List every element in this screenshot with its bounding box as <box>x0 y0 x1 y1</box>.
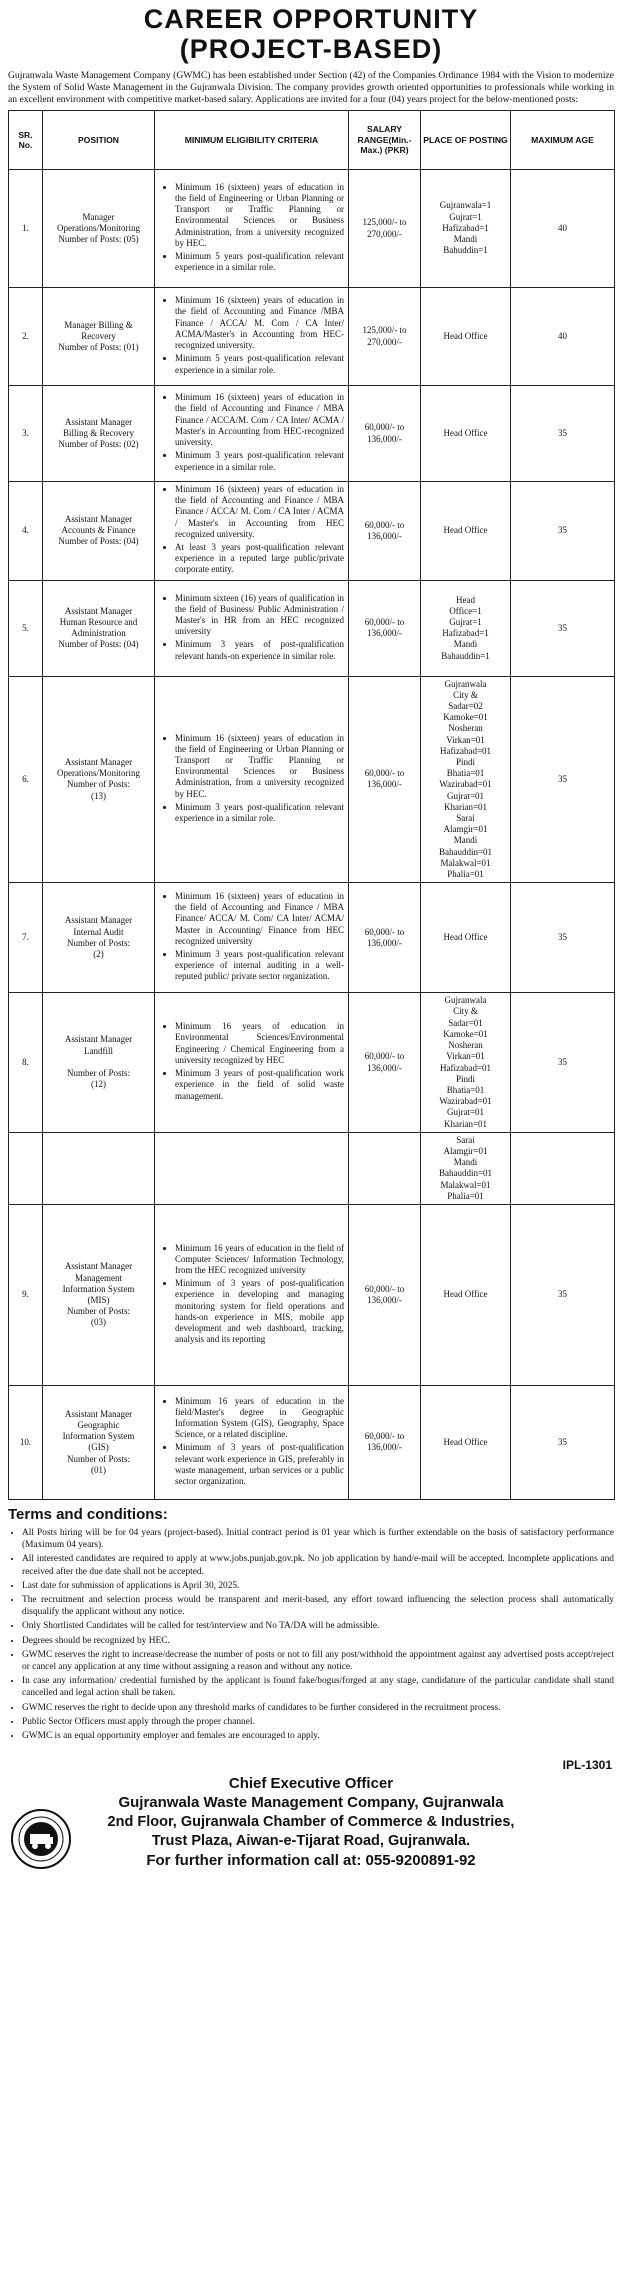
place-line: Kharian=01 <box>443 1118 488 1129</box>
terms-item: • In case any information/ credential furnished by the applicant is found fake/bogus/forged at any stage, candidature of the particular candidate shall stand cancelled and legal action shall be taken. <box>22 1675 614 1699</box>
position-line: Assistant Manager <box>64 757 133 768</box>
cell-age: 35 <box>511 1385 615 1499</box>
place-line: Kamoke=01 <box>443 712 488 723</box>
place-line: Pindi <box>455 757 475 768</box>
table-row <box>9 386 615 482</box>
table-body <box>9 170 615 1500</box>
cell-place <box>421 1385 511 1499</box>
table-row <box>9 580 615 676</box>
cell-age: 35 <box>511 580 615 676</box>
place-line: Wazirabad=01 <box>439 1096 492 1107</box>
table-row <box>9 1204 615 1385</box>
cell-sr: 6. <box>9 676 43 883</box>
cell-sr: 4. <box>9 482 43 581</box>
cell-place <box>421 676 511 883</box>
place-line: Head <box>456 594 475 605</box>
salary-line: 136,000/- <box>367 530 402 541</box>
place-line: Alamgir=01 <box>443 1145 488 1156</box>
position-line: Number of Posts: (05) <box>58 234 139 245</box>
table-row <box>9 883 615 993</box>
position-line: Billing & Recovery <box>63 427 134 438</box>
terms-item: • GWMC reserves the right to decide upon any threshold marks of candidates to be further considered in the recruitment process. <box>22 1702 614 1714</box>
cell-position <box>43 676 155 883</box>
criteria-list <box>157 1243 344 1346</box>
position-line: (GIS) <box>88 1442 109 1453</box>
place-line: Gujranwala=1 <box>439 200 492 211</box>
position-line: Number of Posts: <box>67 1306 130 1317</box>
place-line: Gujranwala <box>444 995 487 1006</box>
place-line: Head Office <box>443 1436 488 1447</box>
cell-position <box>43 288 155 386</box>
terms-item: • All interested candidates are required to apply at www.jobs.punjab.gov.pk. No job application by hand/e-mail will be accepted. Incomplete applications and received after the due date shall not be accepted. <box>22 1553 614 1577</box>
place-line: Malakwal=01 <box>440 857 491 868</box>
position-line: Assistant Manager <box>64 605 133 616</box>
cell-place <box>421 288 511 386</box>
place-line: Malakwal=01 <box>440 1179 491 1190</box>
criteria-item: • Minimum 16 years of education in Environmental Sciences/Environmental Engineering / Chemical Engineering from a university recognized by HEC <box>175 1021 344 1066</box>
cell-salary <box>349 883 421 993</box>
place-line: Bahauddin=01 <box>438 1168 493 1179</box>
terms-title: Terms and conditions: <box>8 1505 168 1523</box>
place-line: Gujranwala <box>444 678 487 689</box>
cell-age: 40 <box>511 170 615 288</box>
header-place: PLACE OF POSTING <box>421 111 511 170</box>
cell-position <box>43 883 155 993</box>
place-line: Nosheran <box>448 1040 483 1051</box>
company-seal-icon <box>10 1808 72 1870</box>
cell-position <box>43 993 155 1132</box>
criteria-list <box>157 733 344 825</box>
position-line: Accounts & Finance <box>61 525 136 536</box>
footer <box>8 1758 614 1909</box>
place-line: Sadar=02 <box>448 701 483 712</box>
salary-line: 60,000/- to <box>364 422 405 433</box>
criteria-item: • Minimum of 3 years of post-qualification experience in developing and managing monitoring system for field operations and hands-on experience in MIS, mobile app development and web dashboard, tracking, analysis and its reporting <box>175 1278 344 1345</box>
place-line: Gujrat=01 <box>446 790 485 801</box>
cell-sr: 10. <box>9 1385 43 1499</box>
place-line: Wazirabad=01 <box>439 779 492 790</box>
criteria-list <box>157 392 344 472</box>
salary-line: 270,000/- <box>367 336 402 347</box>
salary-line: 60,000/- to <box>364 1051 405 1062</box>
position-line: Number of Posts: <box>67 1453 130 1464</box>
cell-position <box>43 1132 155 1204</box>
table-row <box>9 1385 615 1499</box>
place-line: Mandi <box>453 234 478 245</box>
cell-criteria <box>155 386 349 482</box>
header-sr: SR. No. <box>9 111 43 170</box>
cell-position <box>43 386 155 482</box>
terms-item: • Degrees should be recognized by HEC. <box>22 1635 614 1647</box>
intro-paragraph: Gujranwala Waste Management Company (GWMC) has been established under Section (42) of the Companies Ordinance 1984 with the Vision to modernize the System of Solid Waste Management in the Gujranwala Division. The company provides growth oriented opportunities to professionals while working in an excellent environment with competitive market-based salary. Applications are invited for a four (04) years project for the below-mentioned posts: <box>8 70 614 105</box>
salary-line: 60,000/- to <box>364 768 405 779</box>
cell-criteria <box>155 580 349 676</box>
place-line: Bahauddin=01 <box>438 846 493 857</box>
place-line: Sarai <box>456 1134 475 1145</box>
criteria-item: • At least 3 years post-qualification relevant experience in a reputed large public/private corporate entity. <box>175 542 344 576</box>
position-line: (MIS) <box>87 1294 110 1305</box>
position-line: Administration <box>71 628 126 639</box>
reference-number: IPL-1301 <box>562 1758 612 1773</box>
position-line: Information System <box>62 1283 135 1294</box>
cell-salary <box>349 993 421 1132</box>
place-line: Sadar=01 <box>448 1017 483 1028</box>
place-line: City & <box>453 1006 478 1017</box>
cell-position <box>43 580 155 676</box>
position-line: Number of Posts: (04) <box>58 639 139 650</box>
place-line: Office=1 <box>449 605 482 616</box>
position-line: Number of Posts: <box>67 779 130 790</box>
position-line: Number of Posts: (02) <box>58 439 139 450</box>
cell-place <box>421 1204 511 1385</box>
position-line: Landfill <box>84 1045 113 1056</box>
cell-place <box>421 482 511 581</box>
criteria-item: • Minimum 16 (sixteen) years of education in the field of Accounting and Finance / MBA Finance/ ACCA/ M. Com/ CA Inter/ ACMA/ Master in Accounting/ Finance from HEC recognized university <box>175 891 344 947</box>
header <box>8 0 614 64</box>
table-row <box>9 482 615 581</box>
cell-criteria <box>155 1132 349 1204</box>
cell-position <box>43 1204 155 1385</box>
cell-salary <box>349 1132 421 1204</box>
cell-place <box>421 580 511 676</box>
criteria-list <box>157 182 344 274</box>
salary-line: 60,000/- to <box>364 616 405 627</box>
footer-phone: For further information call at: 055-9200891-92 <box>146 1852 476 1870</box>
position-line: Number of Posts: <box>67 937 130 948</box>
salary-line: 136,000/- <box>367 628 402 639</box>
cell-place <box>421 883 511 993</box>
place-line: Head Office <box>443 932 488 943</box>
terms-list <box>8 1527 614 1742</box>
criteria-item: • Minimum 16 (sixteen) years of education in the field of Accounting and Finance /MBA Finance / ACCA/ M. Com / CA Inter/ ACMA/Master's in Accounting from HEC-recognized university. <box>175 295 344 351</box>
table-row <box>9 1132 615 1204</box>
advertisement-page <box>8 0 614 1909</box>
cell-salary <box>349 170 421 288</box>
header-salary: SALARY RANGE(Min.- Max.) (PKR) <box>349 111 421 170</box>
cell-criteria <box>155 676 349 883</box>
terms-item: • GWMC reserves the right to increase/decrease the number of posts or not to fill any post/withhold the appointment against any advertised posts accept/reject or cancel any application at any time without assigning a reason and without any notice. <box>22 1649 614 1673</box>
position-line: Manager <box>82 211 115 222</box>
cell-criteria <box>155 883 349 993</box>
place-line: Hafizabad=01 <box>439 1062 492 1073</box>
cell-place <box>421 170 511 288</box>
cell-sr <box>9 1132 43 1204</box>
header-criteria: MINIMUM ELIGIBILITY CRITERIA <box>155 111 349 170</box>
position-line <box>46 1057 151 1068</box>
position-line: (2) <box>93 948 104 959</box>
position-line: (01) <box>91 1464 106 1475</box>
place-line: Pindi <box>455 1073 475 1084</box>
cell-place <box>421 993 511 1132</box>
place-line: Bhatia=01 <box>446 768 485 779</box>
place-line: Phalia=01 <box>447 1190 484 1201</box>
criteria-item: • Minimum 3 years of post-qualification work experience in the field of solid waste management. <box>175 1068 344 1102</box>
place-line: Bhatia=01 <box>446 1084 485 1095</box>
salary-line: 136,000/- <box>367 1294 402 1305</box>
place-line: Head Office <box>443 330 488 341</box>
terms-item: • Only Shortlisted Candidates will be called for test/interview and No TA/DA will be admissible. <box>22 1620 614 1632</box>
salary-line: 125,000/- to <box>362 325 407 336</box>
cell-salary <box>349 482 421 581</box>
salary-line: 60,000/- to <box>364 926 405 937</box>
cell-age: 40 <box>511 288 615 386</box>
criteria-item: • Minimum 16 (sixteen) years of education in the field of Engineering or Urban Planning or Transport or Traffic Planning or Environmental Sciences or Business Administration, from a university recognized by HEC. <box>175 182 344 249</box>
cell-criteria <box>155 1385 349 1499</box>
cell-place <box>421 386 511 482</box>
criteria-item: • Minimum 16 (sixteen) years of education in the field of Engineering or Urban Planning or Transport or Traffic Planning or Environmental Sciences or Business Administration, from a university recognized by HEC. <box>175 733 344 800</box>
position-line: (13) <box>91 790 106 801</box>
cell-age: 35 <box>511 676 615 883</box>
criteria-list <box>157 1396 344 1488</box>
position-line: Assistant Manager <box>64 514 133 524</box>
salary-line: 270,000/- <box>367 228 402 239</box>
position-line: Management <box>75 1272 122 1283</box>
position-line: Number of Posts: (01) <box>58 342 139 353</box>
terms-item: • All Posts hiring will be for 04 years (project-based). Initial contract period is 01 year which is further extendable on the basis of satisfactory performance (Maximum 04 years). <box>22 1527 614 1551</box>
position-line: Human Resource and <box>59 616 138 627</box>
terms-item: • Last date for submission of applications is April 30, 2025. <box>22 1580 614 1592</box>
position-line: Information System <box>62 1431 135 1442</box>
criteria-list <box>157 484 344 576</box>
criteria-item: • Minimum 16 (sixteen) years of education in the field of Accounting and Finance / MBA Finance / ACCA/M. Com / CA Inter/ ACMA / Master's in Accounting from HEC-recognized university. <box>175 392 344 448</box>
salary-line: 60,000/- to <box>364 1283 405 1294</box>
place-line: Hafizabad=1 <box>442 222 489 233</box>
cell-salary <box>349 1385 421 1499</box>
place-line: Head Office <box>443 1289 488 1300</box>
page-title: CAREER OPPORTUNITY <box>143 4 479 34</box>
criteria-list <box>157 1021 344 1101</box>
cell-position <box>43 170 155 288</box>
position-line: Number of Posts: <box>67 1068 130 1079</box>
position-line: (03) <box>91 1317 106 1328</box>
cell-criteria <box>155 1204 349 1385</box>
cell-sr: 3. <box>9 386 43 482</box>
position-line: Assistant Manager <box>64 1034 133 1045</box>
place-line: Kharian=01 <box>443 801 488 812</box>
cell-age: 35 <box>511 1204 615 1385</box>
terms-item: • Public Sector Officers must apply through the proper channel. <box>22 1716 614 1728</box>
header-age: MAXIMUM AGE <box>511 111 615 170</box>
position-line: Recovery <box>81 330 116 341</box>
place-line: Gujrat=1 <box>449 616 482 627</box>
cell-position <box>43 1385 155 1499</box>
salary-line: 136,000/- <box>367 779 402 790</box>
cell-criteria <box>155 482 349 581</box>
cell-age: 35 <box>511 993 615 1132</box>
cell-sr: 5. <box>9 580 43 676</box>
position-line: Assistant Manager <box>64 915 133 926</box>
jobs-table <box>8 110 615 1500</box>
cell-salary <box>349 676 421 883</box>
criteria-item: • Minimum 16 years of education in the field of Computer Sciences/ Information Technology, from the HEC recognized university <box>175 1243 344 1277</box>
position-line: Operations/Monitoring <box>57 222 140 233</box>
place-line: Mandi <box>453 1157 478 1168</box>
table-header-row <box>9 111 615 170</box>
criteria-item: • Minimum 16 years of education in the field/Master's degree in Geographic Information System (GIS), Geography, Space Science, or a related discipline. <box>175 1396 344 1441</box>
salary-line: 136,000/- <box>367 937 402 948</box>
page-subtitle: (PROJECT-BASED) <box>179 34 443 64</box>
footer-contact <box>8 1774 614 1871</box>
criteria-item: • Minimum 3 years post-qualification relevant experience in a similar role. <box>175 450 344 472</box>
place-line: Kamoke=01 <box>443 1028 488 1039</box>
position-line: Number of Posts: (04) <box>58 536 139 547</box>
terms-section <box>8 1506 614 1742</box>
footer-address-1: 2nd Floor, Gujranwala Chamber of Commerce & Industries, <box>107 1814 515 1831</box>
place-line: Head Office <box>443 525 488 536</box>
criteria-item: • Minimum 5 years post-qualification relevant experience in a similar role. <box>175 251 344 273</box>
position-line: (12) <box>91 1079 106 1090</box>
salary-line: 136,000/- <box>367 433 402 444</box>
criteria-list <box>157 891 344 983</box>
footer-officer: Chief Executive Officer <box>228 1775 394 1793</box>
criteria-item: • Minimum of 3 years of post-qualification relevant work experience in GIS, preferably in waste management, urban services or a public sector organization. <box>175 1442 344 1487</box>
criteria-item: • Minimum 3 years post-qualification relevant experience in a similar role. <box>175 802 344 824</box>
place-line: City & <box>453 689 478 700</box>
salary-line: 125,000/- to <box>362 217 407 228</box>
place-line: Mandi <box>453 639 478 650</box>
place-line: Virkan=01 <box>446 734 485 745</box>
place-line: Hafizabad=1 <box>442 628 489 639</box>
position-line: Assistant Manager <box>64 1408 133 1419</box>
place-line: Virkan=01 <box>446 1051 485 1062</box>
table-row <box>9 170 615 288</box>
place-line: Hafizabad=01 <box>439 745 492 756</box>
position-line: Manager Billing & <box>64 319 133 330</box>
criteria-item: • Minimum sixteen (16) years of qualification in the field of Business/ Public Administration / Master's in HR from an HEC recognized university <box>175 593 344 638</box>
criteria-item: • Minimum 3 years post-qualification relevant experience of internal auditing in a well-reputed public/ private sector organization. <box>175 949 344 983</box>
cell-sr: 9. <box>9 1204 43 1385</box>
criteria-item: • Minimum 3 years of post-qualification relevant hands-on experience in similar role. <box>175 639 344 661</box>
cell-age: 35 <box>511 386 615 482</box>
terms-item: • GWMC is an equal opportunity employer and females are encouraged to apply. <box>22 1730 614 1742</box>
cell-criteria <box>155 170 349 288</box>
salary-line: 136,000/- <box>367 1442 402 1453</box>
cell-sr: 2. <box>9 288 43 386</box>
place-line: Head Office <box>443 427 488 438</box>
salary-line: 60,000/- to <box>364 519 405 530</box>
cell-salary <box>349 580 421 676</box>
place-line: Alamgir=01 <box>443 824 488 835</box>
criteria-item: • Minimum 5 years post-qualification relevant experience in a similar role. <box>175 353 344 375</box>
cell-age <box>511 1132 615 1204</box>
salary-line: 136,000/- <box>367 1062 402 1073</box>
header-position: POSITION <box>43 111 155 170</box>
cell-position <box>43 482 155 581</box>
footer-address-2: Trust Plaza, Aiwan-e-Tijarat Road, Gujranwala. <box>151 1833 471 1850</box>
table-row <box>9 993 615 1132</box>
place-line: Nosheran <box>448 723 483 734</box>
place-line: Phalia=01 <box>447 869 484 880</box>
position-line: Assistant Manager <box>64 416 133 427</box>
footer-company: Gujranwala Waste Management Company, Gujranwala <box>118 1794 504 1812</box>
cell-salary <box>349 386 421 482</box>
cell-place <box>421 1132 511 1204</box>
cell-sr: 7. <box>9 883 43 993</box>
criteria-list <box>157 593 344 662</box>
cell-sr: 1. <box>9 170 43 288</box>
place-line: Gujrat=1 <box>449 211 482 222</box>
table-row <box>9 288 615 386</box>
position-line: Geographic <box>77 1420 120 1431</box>
place-line: Bahauddin=1 <box>441 650 490 661</box>
place-line: Sarai <box>456 813 475 824</box>
cell-age: 35 <box>511 883 615 993</box>
cell-salary <box>349 288 421 386</box>
table-row <box>9 676 615 883</box>
place-line: Mandi <box>453 835 478 846</box>
cell-criteria <box>155 288 349 386</box>
criteria-list <box>157 295 344 375</box>
position-line: Assistant Manager <box>64 1261 133 1272</box>
salary-line: 60,000/- to <box>364 1431 405 1442</box>
position-line: Operations/Monitoring <box>57 768 140 779</box>
position-line: Internal Audit <box>73 926 124 937</box>
criteria-item: • Minimum 16 (sixteen) years of education in the field of Accounting and Finance / MBA Finance / ACCA/ M. Com / CA Inter / ACMA / Master's in Accounting from HEC recognized university. <box>175 484 344 540</box>
terms-item: • The recruitment and selection process would be transparent and merit-based, any effort toward influencing the selection process shall automatically disqualify the applicant without any notice. <box>22 1594 614 1618</box>
place-line: Gujrat=01 <box>446 1107 485 1118</box>
place-line: Bahuddin=1 <box>443 245 488 256</box>
cell-criteria <box>155 993 349 1132</box>
cell-sr: 8. <box>9 993 43 1132</box>
cell-salary <box>349 1204 421 1385</box>
cell-age: 35 <box>511 482 615 581</box>
